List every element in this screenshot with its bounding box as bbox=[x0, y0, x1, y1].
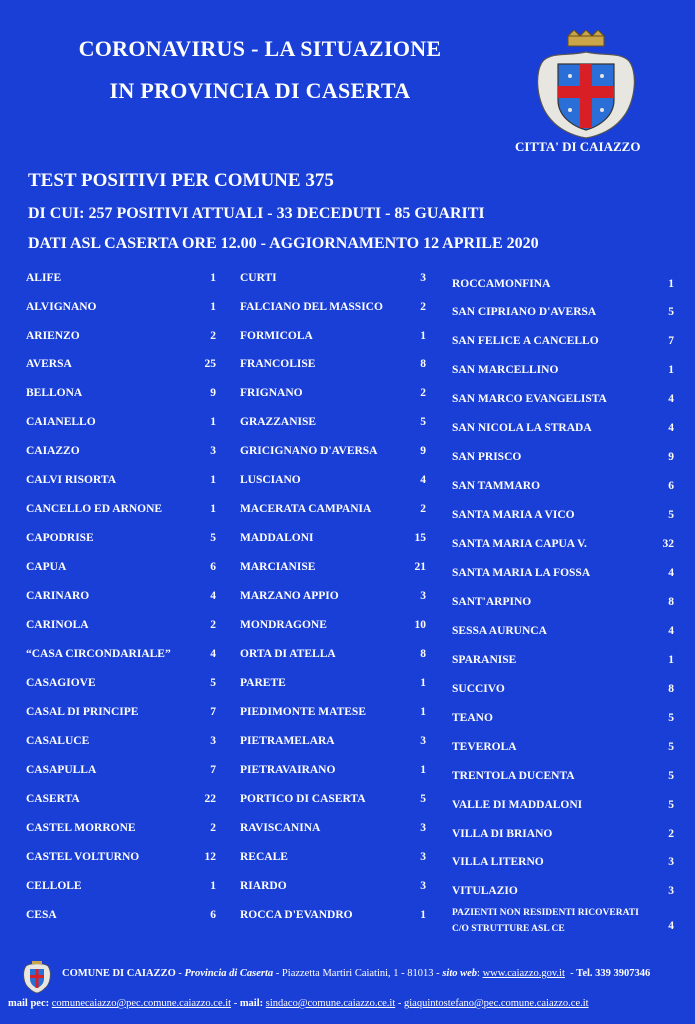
comune-count: 2 bbox=[420, 301, 426, 313]
table-row bbox=[240, 677, 426, 695]
comune-name: ORTA DI ATELLA bbox=[240, 648, 336, 660]
comune-count: 2 bbox=[668, 828, 674, 840]
comune-count: 3 bbox=[210, 735, 216, 747]
comune-name: CASTEL VOLTURNO bbox=[26, 851, 140, 863]
comune-count: 1 bbox=[668, 654, 674, 666]
footer-tel: 339 3907346 bbox=[595, 968, 651, 979]
comune-count: 3 bbox=[420, 822, 426, 834]
comune-count: 32 bbox=[662, 538, 674, 550]
comune-name: FALCIANO DEL MASSICO bbox=[240, 301, 383, 313]
table-row bbox=[452, 683, 674, 701]
table-row bbox=[26, 416, 216, 434]
table-row bbox=[452, 538, 674, 556]
comune-name: FRANCOLISE bbox=[240, 358, 316, 370]
comune-name: MARCIANISE bbox=[240, 561, 316, 573]
summary-source: DATI ASL CASERTA ORE 12.00 - AGGIORNAMENTO 12 APRILE 2020 bbox=[28, 235, 539, 252]
comune-name: PIETRAMELARA bbox=[240, 735, 335, 747]
comune-name: VILLA DI BRIANO bbox=[452, 828, 553, 840]
footer-website-link[interactable]: www.caiazzo.gov.it bbox=[482, 968, 565, 979]
comune-name: FORMICOLA bbox=[240, 330, 313, 342]
comune-count: 4 bbox=[210, 590, 216, 602]
comune-name: CANCELLO ED ARNONE bbox=[26, 503, 163, 515]
footer-tel-label: Tel. bbox=[576, 968, 593, 979]
comune-name: CAPUA bbox=[26, 561, 67, 573]
table-row bbox=[26, 880, 216, 898]
comune-name: SAN FELICE A CANCELLO bbox=[452, 335, 599, 347]
comune-name: “CASA CIRCONDARIALE” bbox=[26, 648, 171, 660]
table-row bbox=[452, 567, 674, 585]
comune-name: PARETE bbox=[240, 677, 286, 689]
table-row bbox=[452, 799, 674, 817]
comune-count: 2 bbox=[210, 822, 216, 834]
table-row bbox=[26, 272, 216, 290]
comune-count: 7 bbox=[210, 706, 216, 718]
comune-count: 2 bbox=[420, 387, 426, 399]
table-row bbox=[452, 393, 674, 411]
comune-count: 1 bbox=[420, 330, 426, 342]
table-row bbox=[26, 764, 216, 782]
table-row bbox=[240, 272, 426, 290]
table-row bbox=[452, 712, 674, 730]
comune-count: 6 bbox=[210, 909, 216, 921]
footer-pec-label: mail pec: bbox=[8, 998, 50, 1009]
comune-count: 9 bbox=[668, 451, 674, 463]
comune-name: CALVI RISORTA bbox=[26, 474, 117, 486]
table-row bbox=[26, 503, 216, 521]
comune-count: 2 bbox=[420, 503, 426, 515]
comune-name: TRENTOLA DUCENTA bbox=[452, 770, 575, 782]
comune-name: TEANO bbox=[452, 712, 493, 724]
table-row bbox=[240, 358, 426, 376]
comune-name: PORTICO DI CASERTA bbox=[240, 793, 366, 805]
table-row bbox=[26, 590, 216, 608]
comune-count: 5 bbox=[668, 770, 674, 782]
table-row bbox=[240, 851, 426, 869]
table-row bbox=[452, 451, 674, 469]
comune-count: 6 bbox=[210, 561, 216, 573]
comune-name: CAPODRISE bbox=[26, 532, 94, 544]
table-row bbox=[26, 387, 216, 405]
table-row bbox=[26, 822, 216, 840]
comune-count: 1 bbox=[420, 677, 426, 689]
table-row bbox=[240, 532, 426, 550]
table-row bbox=[26, 619, 216, 637]
comune-count: 7 bbox=[668, 335, 674, 347]
table-row bbox=[26, 677, 216, 695]
comune-count: 4 bbox=[668, 567, 674, 579]
comune-name: SAN NICOLA LA STRADA bbox=[452, 422, 592, 434]
comune-count: 3 bbox=[420, 272, 426, 284]
comune-count: 8 bbox=[420, 648, 426, 660]
table-row bbox=[452, 480, 674, 498]
table-row bbox=[452, 364, 674, 382]
comune-name: AVERSA bbox=[26, 358, 72, 370]
comune-count: 5 bbox=[668, 799, 674, 811]
comune-count: 5 bbox=[668, 712, 674, 724]
comune-name: ALIFE bbox=[26, 272, 62, 284]
table-row bbox=[26, 561, 216, 579]
table-row bbox=[240, 416, 426, 434]
comune-name: VALLE DI MADDALONI bbox=[452, 799, 583, 811]
comune-count: 3 bbox=[210, 445, 216, 457]
comune-name: SANTA MARIA LA FOSSA bbox=[452, 567, 591, 579]
table-row bbox=[26, 330, 216, 348]
comune-name: RIARDO bbox=[240, 880, 287, 892]
comune-count: 6 bbox=[668, 480, 674, 492]
table-row bbox=[452, 654, 674, 672]
comune-count: 9 bbox=[210, 387, 216, 399]
comune-count: 3 bbox=[420, 735, 426, 747]
comune-count: 1 bbox=[420, 909, 426, 921]
citta-label: CITTA' DI CAIAZZO bbox=[515, 139, 641, 154]
comune-name: PIETRAVAIRANO bbox=[240, 764, 336, 776]
comuni-table bbox=[0, 272, 695, 932]
table-row bbox=[240, 648, 426, 666]
table-row bbox=[452, 856, 674, 874]
comune-count: 3 bbox=[668, 885, 674, 897]
table-row bbox=[240, 909, 426, 927]
comune-name: SAN CIPRIANO D'AVERSA bbox=[452, 306, 597, 318]
comune-name: MADDALONI bbox=[240, 532, 314, 544]
table-row bbox=[26, 735, 216, 753]
comune-count: 25 bbox=[204, 358, 216, 370]
comune-count: 10 bbox=[414, 619, 426, 631]
comune-name: CASAGIOVE bbox=[26, 677, 96, 689]
table-row bbox=[26, 358, 216, 376]
table-row bbox=[452, 741, 674, 759]
table-row bbox=[452, 625, 674, 643]
comune-name: CELLOLE bbox=[26, 880, 82, 892]
summary-total: TEST POSITIVI PER COMUNE 375 bbox=[28, 170, 334, 191]
table-row bbox=[26, 706, 216, 724]
comune-count: 2 bbox=[210, 330, 216, 342]
comune-name: SANT'ARPINO bbox=[452, 596, 532, 608]
table-row bbox=[240, 706, 426, 724]
comune-count: 1 bbox=[420, 764, 426, 776]
footer-pec-link[interactable]: comunecaiazzo@pec.comune.caiazzo.ce.it bbox=[51, 998, 232, 1009]
comune-name: GRICIGNANO D'AVERSA bbox=[240, 445, 378, 457]
table-row bbox=[26, 301, 216, 319]
note-line1: PAZIENTI NON RESIDENTI RICOVERATI bbox=[452, 908, 639, 918]
footer-mail1-link[interactable]: sindaco@comune.caiazzo.ce.it bbox=[265, 998, 396, 1009]
table-row bbox=[26, 909, 216, 927]
comune-name: CASAPULLA bbox=[26, 764, 97, 776]
comune-count: 1 bbox=[668, 364, 674, 376]
table-row bbox=[240, 503, 426, 521]
comune-name: RAVISCANINA bbox=[240, 822, 321, 834]
comune-name: CAIANELLO bbox=[26, 416, 96, 428]
comune-name: SANTA MARIA CAPUA V. bbox=[452, 538, 587, 550]
comune-count: 15 bbox=[414, 532, 426, 544]
comune-count: 4 bbox=[210, 648, 216, 660]
comune-count: 3 bbox=[420, 880, 426, 892]
comune-name: MARZANO APPIO bbox=[240, 590, 339, 602]
comune-count: 5 bbox=[668, 509, 674, 521]
comune-count: 1 bbox=[210, 416, 216, 428]
table-row bbox=[452, 306, 674, 324]
comune-name: SESSA AURUNCA bbox=[452, 625, 547, 637]
table-row bbox=[452, 596, 674, 614]
table-row bbox=[26, 474, 216, 492]
footer-mail-label: mail: bbox=[239, 998, 264, 1009]
table-row bbox=[26, 532, 216, 550]
comune-seal-icon bbox=[22, 960, 52, 994]
table-row bbox=[452, 770, 674, 788]
comune-name: RECALE bbox=[240, 851, 288, 863]
comune-name: CARINARO bbox=[26, 590, 90, 602]
table-row-note bbox=[452, 908, 674, 934]
comune-count: 2 bbox=[210, 619, 216, 631]
footer-address: - Piazzetta Martiri Caiatini, 1 - 81013 - bbox=[273, 968, 443, 979]
footer-comune: COMUNE DI CAIAZZO bbox=[62, 968, 176, 979]
footer-sito-label: sito web bbox=[442, 968, 478, 979]
table-row bbox=[240, 445, 426, 463]
comune-name: BELLONA bbox=[26, 387, 83, 399]
footer-provincia: Provincia di Caserta bbox=[184, 968, 274, 979]
comune-count: 1 bbox=[668, 278, 674, 290]
comune-count: 21 bbox=[414, 561, 426, 573]
comune-name: SAN MARCO EVANGELISTA bbox=[452, 393, 607, 405]
comune-count: 3 bbox=[420, 851, 426, 863]
table-row bbox=[26, 793, 216, 811]
comune-count: 1 bbox=[420, 706, 426, 718]
comune-name: ALVIGNANO bbox=[26, 301, 97, 313]
comune-count: 4 bbox=[668, 393, 674, 405]
comune-name: GRAZZANISE bbox=[240, 416, 317, 428]
comune-count: 1 bbox=[210, 301, 216, 313]
comune-count: 7 bbox=[210, 764, 216, 776]
caiazzo-crest-icon bbox=[534, 30, 638, 140]
table-row bbox=[240, 735, 426, 753]
comune-name: MACERATA CAMPANIA bbox=[240, 503, 372, 515]
page-title-line1: CORONAVIRUS - LA SITUAZIONE bbox=[78, 36, 442, 61]
comune-count: 22 bbox=[204, 793, 216, 805]
comune-count: 5 bbox=[420, 793, 426, 805]
comune-name: CASTEL MORRONE bbox=[26, 822, 136, 834]
comune-name: CURTI bbox=[240, 272, 277, 284]
comune-count: 3 bbox=[668, 856, 674, 868]
comune-name: SPARANISE bbox=[452, 654, 517, 666]
comune-count: 8 bbox=[420, 358, 426, 370]
footer-mail2-link[interactable]: giaquintostefano@pec.comune.caiazzo.ce.it bbox=[404, 998, 589, 1009]
comune-name: VILLA LITERNO bbox=[452, 856, 544, 868]
page-title-line2: IN PROVINCIA DI CASERTA bbox=[109, 78, 411, 103]
table-row bbox=[26, 648, 216, 666]
comune-count: 4 bbox=[420, 474, 426, 486]
comune-name: FRIGNANO bbox=[240, 387, 303, 399]
table-row bbox=[452, 828, 674, 846]
comune-name: SAN TAMMARO bbox=[452, 480, 541, 492]
comune-count: 8 bbox=[668, 683, 674, 695]
comune-name: CARINOLA bbox=[26, 619, 89, 631]
comune-name: SAN PRISCO bbox=[452, 451, 522, 463]
comune-name: SAN MARCELLINO bbox=[452, 364, 559, 376]
table-row bbox=[452, 422, 674, 440]
comune-name: ROCCAMONFINA bbox=[452, 278, 551, 290]
table-row bbox=[240, 330, 426, 348]
table-row bbox=[240, 793, 426, 811]
comune-count: 1 bbox=[210, 272, 216, 284]
table-row bbox=[26, 445, 216, 463]
table-row bbox=[26, 851, 216, 869]
comune-name: CASAL DI PRINCIPE bbox=[26, 706, 139, 718]
comune-name: ARIENZO bbox=[26, 330, 80, 342]
comune-name: CASERTA bbox=[26, 793, 80, 805]
note-line2: C/O STRUTTURE ASL CE bbox=[452, 924, 565, 934]
table-row bbox=[240, 619, 426, 637]
comune-count: 12 bbox=[204, 851, 216, 863]
comune-count: 5 bbox=[210, 532, 216, 544]
table-row bbox=[240, 561, 426, 579]
comune-count: 5 bbox=[668, 306, 674, 318]
note-value: 4 bbox=[668, 920, 674, 932]
comune-name: CASALUCE bbox=[26, 735, 90, 747]
comune-count: 1 bbox=[210, 880, 216, 892]
comune-name: LUSCIANO bbox=[240, 474, 301, 486]
comune-name: CESA bbox=[26, 909, 57, 921]
comune-name: MONDRAGONE bbox=[240, 619, 327, 631]
table-row bbox=[240, 822, 426, 840]
table-row bbox=[240, 387, 426, 405]
comune-count: 5 bbox=[420, 416, 426, 428]
comune-name: TEVEROLA bbox=[452, 741, 517, 753]
table-row bbox=[240, 764, 426, 782]
comune-name: SUCCIVO bbox=[452, 683, 505, 695]
summary-breakdown: DI CUI: 257 POSITIVI ATTUALI - 33 DECEDUTI - 85 GUARITI bbox=[28, 205, 485, 222]
comune-name: ROCCA D'EVANDRO bbox=[240, 909, 353, 921]
comune-name: PIEDIMONTE MATESE bbox=[240, 706, 366, 718]
comune-count: 4 bbox=[668, 422, 674, 434]
table-row bbox=[452, 509, 674, 527]
comune-count: 5 bbox=[210, 677, 216, 689]
table-row bbox=[452, 335, 674, 353]
table-row bbox=[452, 885, 674, 903]
comune-name: SANTA MARIA A VICO bbox=[452, 509, 575, 521]
table-row bbox=[240, 474, 426, 492]
comune-name: VITULAZIO bbox=[452, 885, 518, 897]
comune-count: 9 bbox=[420, 445, 426, 457]
comune-count: 1 bbox=[210, 474, 216, 486]
comune-count: 5 bbox=[668, 741, 674, 753]
comune-count: 4 bbox=[668, 625, 674, 637]
table-row bbox=[240, 590, 426, 608]
comune-name: CAIAZZO bbox=[26, 445, 80, 457]
comune-count: 8 bbox=[668, 596, 674, 608]
table-row bbox=[240, 880, 426, 898]
comune-count: 1 bbox=[210, 503, 216, 515]
table-row bbox=[452, 278, 674, 296]
comune-count: 3 bbox=[420, 590, 426, 602]
table-row bbox=[240, 301, 426, 319]
